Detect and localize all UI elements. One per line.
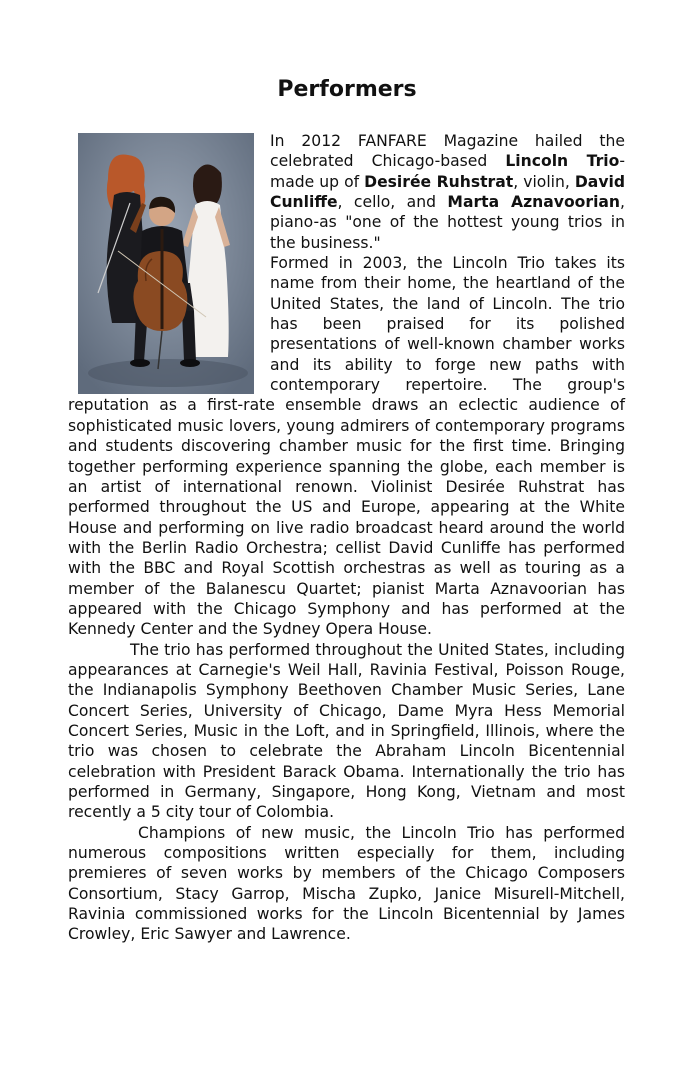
paragraph-new-music: Champions of new music, the Lincoln Trio has performed numerous compositions written especially for them, including premieres of seven works by members of the Chicago Composers Consortium, Stacy Garrop, Mischa Zupko, Janice Misurell-Mitchell, Ravinia commissioned works for the Lincoln Bicentennial by James Crowley, Eric Sawyer and Lawrence. [68,823,625,944]
page-title: Performers [277,77,417,102]
trio-photo [78,133,254,394]
paragraph-performances: The trio has performed throughout the United States, including appearances at Carnegie's Weil Hall, Ravinia Festival, Poisson Rouge, the Indianapolis Symphony Beethoven Chamber Music Series, Lane Concert Series, University of Chicago, Dame Myra Hess Memorial Concert Series, Music in the Loft, and in Springfield, Illinois, where the trio was chosen to celebrate the Abraham Lincoln Bicentennial celebration with President Barack Obama. Internationally the trio has performed in Germany, Singapore, Hong Kong, Vietnam and most recently a 5 city tour of Colombia. [68,640,625,822]
cellist-name: David Cunliffe [270,172,625,212]
pianist-name: Marta Aznavoorian [447,193,621,212]
paragraph-history: Formed in 2003, the Lincoln Trio takes its name from their home, the heartland of the United States, the land of Lincoln. The trio has been praised for its polished presentations of well-known chamber works and its ability to forge new paths with contemporary repertoire. The group's reputation as a first-rate ensemble draws an eclectic audience of sophisticated music lovers, young admirers of contemporary programs and students discovering chamber music for the first time. Bringing together performing experience spanning the globe, each member is an artist of international renown. Violinist Desirée Ruhstrat has performed throughout the US and Europe, appearing at the White House and performing on live radio broadcast heard around the world with the Berlin Radio Orchestra; cellist David Cunliffe has performed with the BBC and Royal Scottish orchestras as well as touring as a member of the Balanescu Quartet; pianist Marta Aznavoorian has appeared with the Chicago Symphony and has performed at the Kennedy Center and the Sydney Opera House. [68,254,625,639]
violinist-name: Desirée Ruhstrat [364,172,514,191]
trio-photo-graphic [78,133,254,394]
ensemble-name: Lincoln Trio [505,152,620,171]
paragraph-intro: In 2012 FANFARE Magazine hailed the celebrated Chicago-based Lincoln Trio-made up of Desirée Ruhstrat, violin, David Cunliffe, cello, and Marta Aznavoorian, piano-as "one of the hottest young trios in the business." [270,132,626,252]
article-body [68,131,625,945]
